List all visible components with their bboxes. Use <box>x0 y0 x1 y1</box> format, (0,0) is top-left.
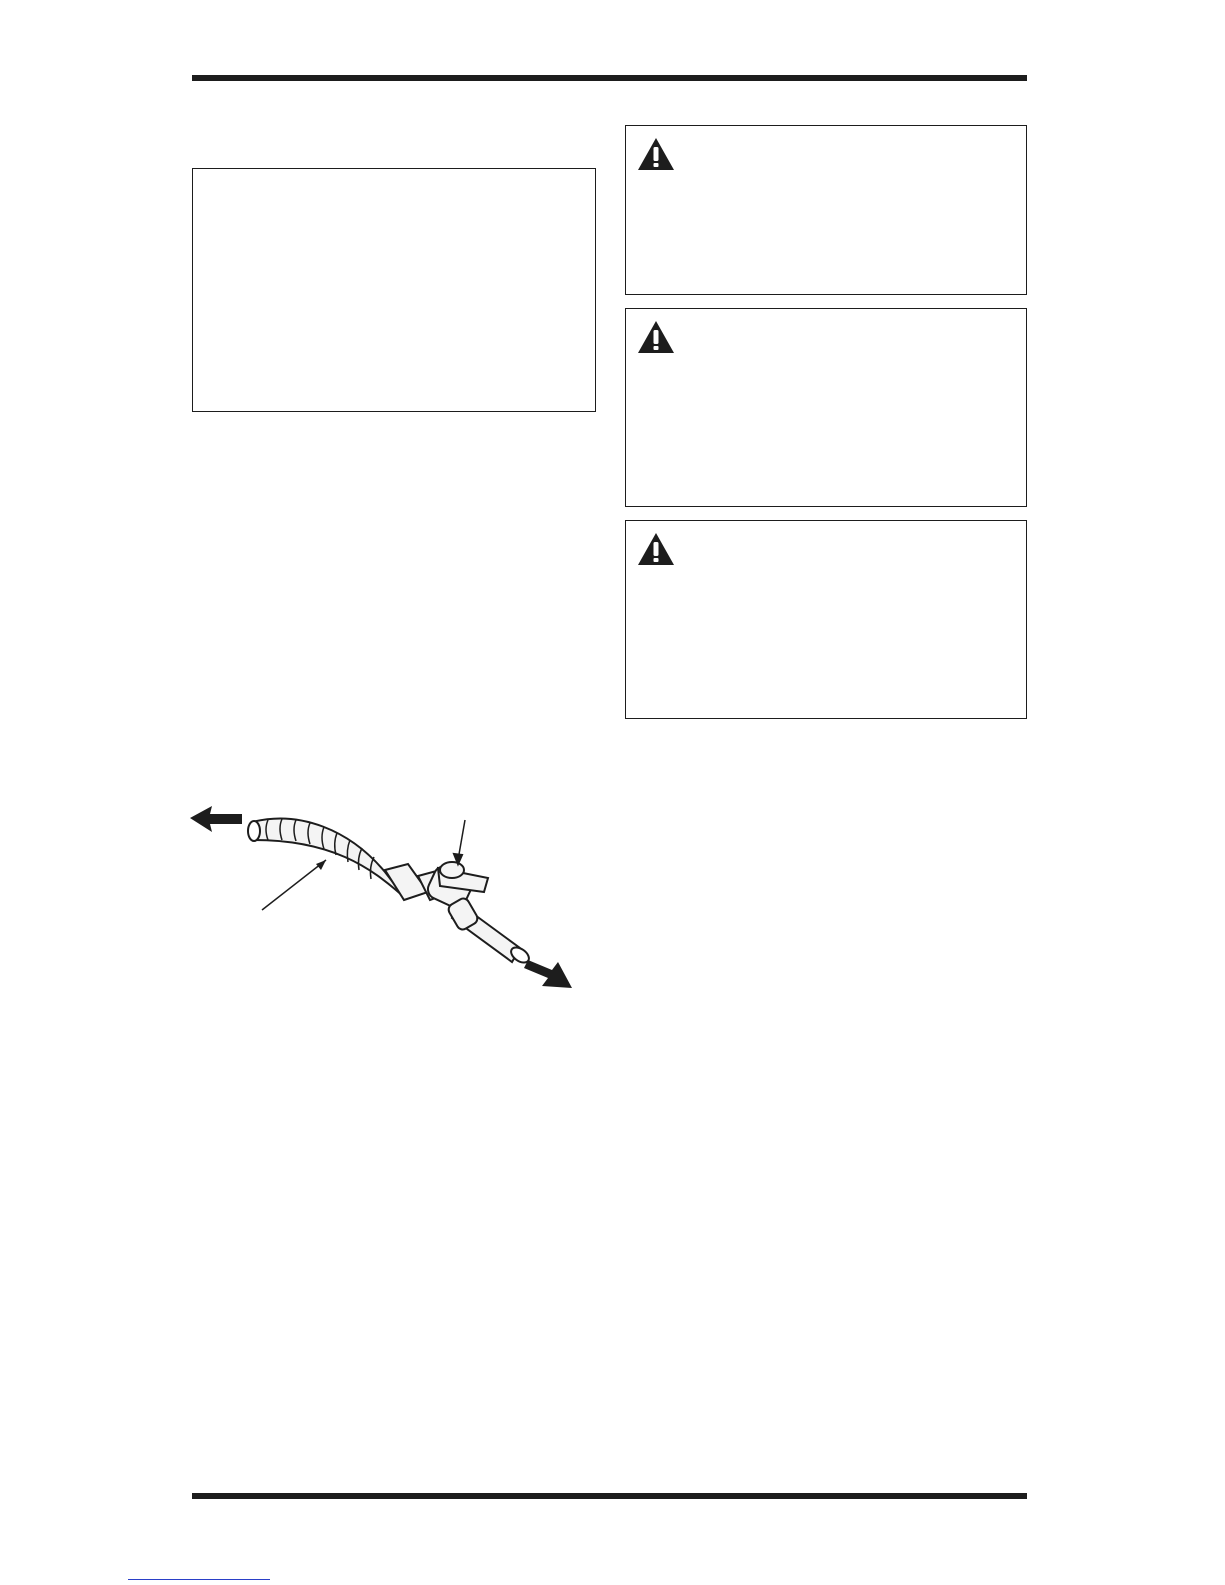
footer-rule <box>192 1493 1027 1499</box>
valve-icon <box>385 820 488 911</box>
warning-box-1 <box>625 125 1027 295</box>
arrow-icon <box>524 960 572 988</box>
warning-triangle-icon <box>636 136 676 172</box>
warning-box-3 <box>625 520 1027 719</box>
warning-box-2 <box>625 308 1027 507</box>
hose-valve-figure <box>190 800 590 1010</box>
warning-triangle-icon <box>636 319 676 355</box>
notice-box <box>192 168 596 412</box>
arrow-icon <box>190 806 242 832</box>
warning-triangle-icon <box>636 531 676 567</box>
header-rule <box>192 75 1027 81</box>
hose-icon <box>248 819 405 910</box>
pipe-icon <box>446 896 531 965</box>
footer-link-underline[interactable] <box>128 1579 270 1580</box>
